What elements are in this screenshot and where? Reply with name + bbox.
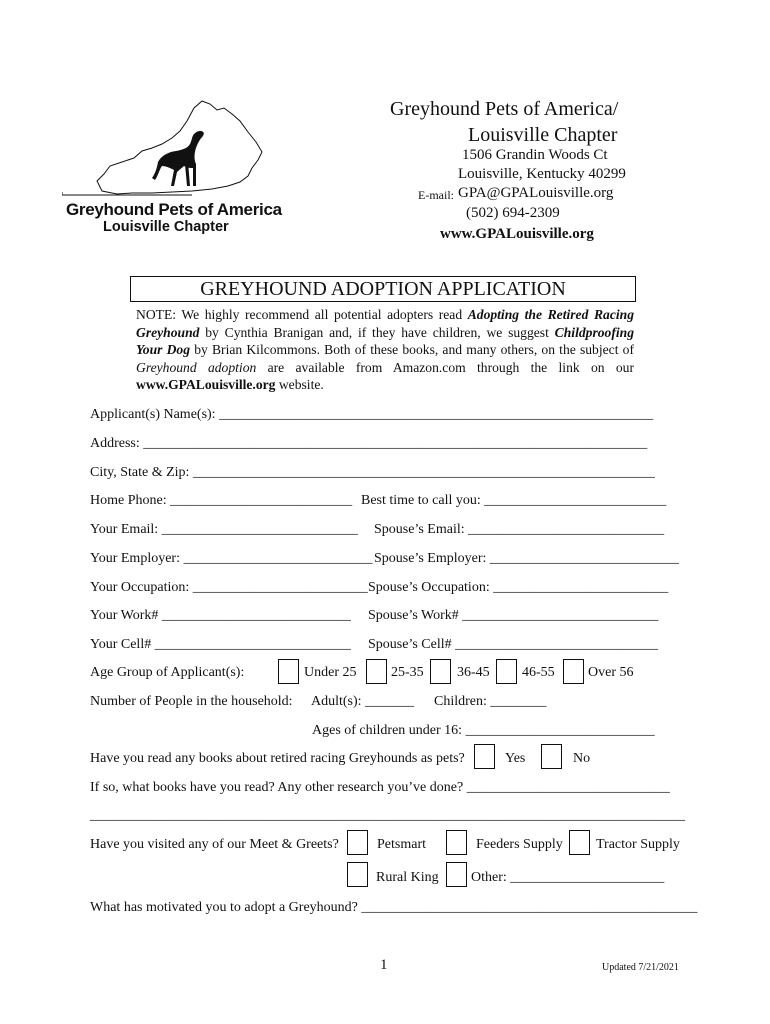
note-paragraph: NOTE: We highly recommend all potential adopters read Adopting the Retired Racing Greyhound by Cynthia Branigan and, if they have children, we suggest Childproofing Your Dog by Brian Kilcommons. Both of these books, and many others, on the subject of Greyhound adoption are available from Amazon.com through the link on our www.GPALouisville.org website. (136, 307, 634, 393)
note-website: www.GPALouisville.org (136, 377, 276, 393)
meet-greet-option-label: Feeders Supply (476, 837, 563, 852)
age-under-25-checkbox[interactable] (278, 659, 299, 684)
age-option-label: 36-45 (457, 665, 490, 680)
spouse-cell-field[interactable]: Spouse’s Cell# _____________________________ (368, 637, 659, 652)
age-option-label: 25-35 (391, 665, 424, 680)
other-checkbox[interactable] (446, 862, 467, 887)
your-employer-field[interactable]: Your Employer: ___________________________ (90, 551, 373, 566)
tractor-supply-checkbox[interactable] (569, 830, 590, 855)
age-over-56-checkbox[interactable] (563, 659, 584, 684)
city-state-zip-field[interactable]: City, State & Zip: __________________________________________________________________ (90, 465, 655, 480)
age-46-55-checkbox[interactable] (496, 659, 517, 684)
books-yes-checkbox[interactable] (474, 744, 495, 769)
greyhound-icon (152, 131, 204, 186)
org-phone: (502) 694-2309 (466, 205, 560, 221)
petsmart-checkbox[interactable] (347, 830, 368, 855)
your-occupation-field[interactable]: Your Occupation: _________________________ (90, 580, 368, 595)
org-city-state: Louisville, Kentucky 40299 (458, 166, 626, 182)
your-work-field[interactable]: Your Work# ___________________________ (90, 608, 351, 623)
org-street: 1506 Grandin Woods Ct (462, 147, 608, 163)
org-name-line2: Louisville Chapter (468, 124, 618, 146)
book-title-2: Childproofing Your Dog (136, 324, 634, 358)
spouse-work-field[interactable]: Spouse’s Work# ____________________________ (368, 608, 659, 623)
age-group-label: Age Group of Applicant(s): (90, 665, 245, 680)
books-no-label: No (573, 751, 591, 766)
email-label: E-mail: (418, 188, 454, 202)
books-question: Have you read any books about retired racing Greyhounds as pets? (90, 751, 465, 766)
form-title: GREYHOUND ADOPTION APPLICATION (130, 276, 636, 302)
applicant-names-field[interactable]: Applicant(s) Name(s): ______________________________________________________________ (90, 407, 654, 422)
meet-greet-option-label: Rural King (376, 870, 439, 885)
children-field[interactable]: Children: ________ (434, 694, 547, 709)
books-no-checkbox[interactable] (541, 744, 562, 769)
spouse-employer-field[interactable]: Spouse’s Employer: ___________________________ (374, 551, 679, 566)
books-followup-extra-line[interactable]: _____________________________________________________________________________________ (90, 808, 685, 823)
other-field[interactable]: Other: ______________________ (471, 870, 665, 885)
spouse-occupation-field[interactable]: Spouse’s Occupation: _________________________ (368, 580, 669, 595)
age-option-label: 46-55 (522, 665, 555, 680)
household-label: Number of People in the household: (90, 694, 293, 709)
org-email[interactable]: GPA@GPALouisville.org (458, 185, 614, 201)
books-followup-field[interactable]: If so, what books have you read? Any other research you’ve done? _____________________________ (90, 780, 670, 795)
age-option-label: Under 25 (304, 665, 357, 680)
meet-greet-option-label: Petsmart (377, 837, 426, 852)
best-time-field[interactable]: Best time to call you: __________________________ (361, 493, 667, 508)
book-title-1: Adopting the Retired Racing Greyhound (136, 307, 634, 340)
your-email-field[interactable]: Your Email: ____________________________ (90, 522, 358, 537)
rural-king-checkbox[interactable] (347, 862, 368, 887)
spouse-email-field[interactable]: Spouse’s Email: ____________________________ (374, 522, 665, 537)
page-number: 1 (380, 957, 388, 973)
feeders-supply-checkbox[interactable] (446, 830, 467, 855)
meet-greet-option-label: Tractor Supply (596, 837, 680, 852)
logo-text-line2: Louisville Chapter (103, 219, 229, 235)
logo-text-line1: Greyhound Pets of America (66, 200, 282, 219)
adults-field[interactable]: Adult(s): _______ (311, 694, 415, 709)
age-option-label: Over 56 (588, 665, 634, 680)
address-field[interactable]: Address: ________________________________________________________________________ (90, 436, 648, 451)
age-36-45-checkbox[interactable] (430, 659, 451, 684)
meet-greets-question: Have you visited any of our Meet & Greets? (90, 837, 339, 852)
children-ages-field[interactable]: Ages of children under 16: ___________________________ (312, 723, 655, 738)
updated-date: Updated 7/21/2021 (602, 962, 679, 973)
books-yes-label: Yes (505, 751, 526, 766)
motivation-field[interactable]: What has motivated you to adopt a Greyhound? ________________________________________________ (90, 900, 698, 915)
your-cell-field[interactable]: Your Cell# ____________________________ (90, 637, 351, 652)
org-website[interactable]: www.GPALouisville.org (440, 226, 594, 242)
kentucky-outline-icon (97, 101, 262, 194)
age-25-35-checkbox[interactable] (366, 659, 387, 684)
home-phone-field[interactable]: Home Phone: __________________________ (90, 493, 353, 508)
org-name-line1: Greyhound Pets of America/ (390, 98, 619, 120)
